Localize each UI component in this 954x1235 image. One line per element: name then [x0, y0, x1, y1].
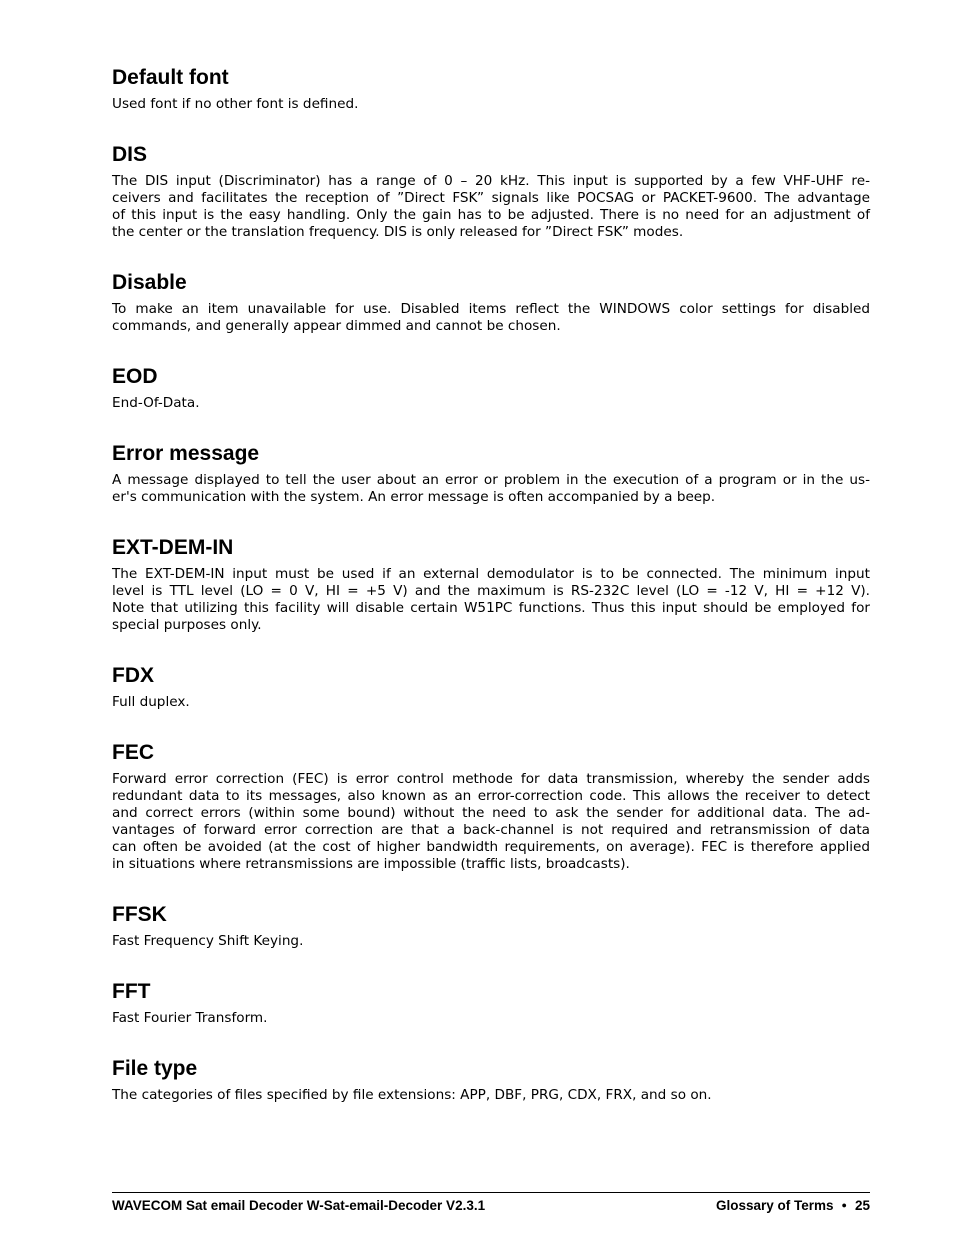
glossary-entry	[112, 63, 870, 113]
term-heading: EOD	[112, 365, 158, 388]
term-definition	[112, 472, 870, 506]
definition-line: special purposes only.	[112, 617, 262, 633]
definition-line: vantages of forward error correction are that a back-channel is not required and retransmission of data	[112, 822, 870, 838]
footer-page-info	[716, 1197, 870, 1214]
footer-section-name: Glossary of Terms	[715, 1198, 834, 1213]
term-heading: EXT-DEM-IN	[112, 536, 234, 559]
term-definition	[112, 771, 870, 873]
definition-line: Fast Fourier Transform.	[112, 1010, 268, 1026]
glossary-entry	[112, 140, 870, 241]
definition-line: The DIS input (Discriminator) has a range of 0 – 20 kHz. This input is supported by a few VHF-UHF re-	[112, 173, 870, 189]
glossary-entry	[112, 661, 870, 711]
term-heading: FDX	[112, 664, 154, 687]
glossary-entry	[112, 439, 870, 506]
definition-line: can often be avoided (at the cost of higher bandwidth requirements, on average). FEC is therefore applied	[112, 839, 870, 855]
term-definition	[112, 395, 870, 412]
definition-line: redundant data to its messages, also known as an error-correction code. This allows the receiver to detect	[112, 788, 870, 804]
term-definition	[112, 566, 870, 634]
definition-line: A message displayed to tell the user about an error or problem in the execution of a program or in the us-	[112, 472, 870, 488]
definition-line: the center or the translation frequency. DIS is only released for ”Direct FSK” modes.	[112, 224, 684, 240]
definition-line: in situations where retransmissions are impossible (traffic lists, broadcasts).	[112, 856, 630, 872]
term-heading: Disable	[112, 271, 187, 294]
term-definition	[112, 933, 870, 950]
page-footer	[112, 1192, 870, 1214]
definition-line: of this input is the easy handling. Only the gain has to be adjusted. There is no need for an adjustment of	[112, 207, 870, 223]
term-heading: FFSK	[112, 903, 167, 926]
definition-line: er's communication with the system. An error message is often accompanied by a beep.	[112, 489, 716, 505]
glossary-content	[112, 63, 870, 1104]
glossary-entry	[112, 900, 870, 950]
definition-line: Note that utilizing this facility will disable certain W51PC functions. Thus this input should be employed for	[112, 600, 870, 616]
definition-line: and correct errors (within some bound) without the need to ask the sender for additional data. The ad-	[112, 805, 870, 821]
term-definition	[112, 301, 870, 335]
definition-line: Fast Frequency Shift Keying.	[112, 933, 304, 949]
term-definition	[112, 96, 870, 113]
definition-line: End-Of-Data.	[112, 395, 200, 411]
glossary-entry	[112, 1054, 870, 1104]
bullet-icon: ●	[841, 1200, 847, 1210]
term-heading: Error message	[112, 442, 260, 465]
term-definition	[112, 173, 870, 241]
term-definition	[112, 694, 870, 711]
definition-line: level is TTL level (LO = 0 V, HI = +5 V) and the maximum is RS-232C level (LO = -12 V, HI = +12 V).	[112, 583, 870, 599]
definition-line: The EXT-DEM-IN input must be used if an external demodulator is to be connected. The minimum input	[112, 566, 870, 582]
term-heading: DIS	[112, 143, 148, 166]
definition-line: Full duplex.	[112, 694, 190, 710]
page-number: 25	[854, 1198, 870, 1213]
definition-line: Used font if no other font is defined.	[112, 96, 359, 112]
term-heading: FEC	[112, 741, 154, 764]
footer-product-title: WAVECOM Sat email Decoder W-Sat-email-Decoder V2.3.1	[112, 1198, 486, 1213]
glossary-entry	[112, 268, 870, 335]
glossary-entry	[112, 738, 870, 873]
definition-line: commands, and generally appear dimmed and cannot be chosen.	[112, 318, 561, 334]
definition-line: ceivers and facilitates the reception of ”Direct FSK” signals like POCSAG or PACKET-9600. The advantage	[112, 190, 870, 206]
term-heading: File type	[112, 1057, 198, 1080]
term-definition	[112, 1087, 870, 1104]
term-heading: FFT	[112, 980, 151, 1003]
definition-line: The categories of files specified by file extensions: APP, DBF, PRG, CDX, FRX, and so on.	[112, 1087, 712, 1103]
glossary-entry	[112, 533, 870, 634]
definition-line: To make an item unavailable for use. Disabled items reflect the WINDOWS color settings for disabled	[112, 301, 870, 317]
term-definition	[112, 1010, 870, 1027]
glossary-entry	[112, 362, 870, 412]
glossary-entry	[112, 977, 870, 1027]
definition-line: Forward error correction (FEC) is error control methode for data transmission, whereby the sender adds	[112, 771, 870, 787]
term-heading: Default font	[112, 66, 229, 89]
